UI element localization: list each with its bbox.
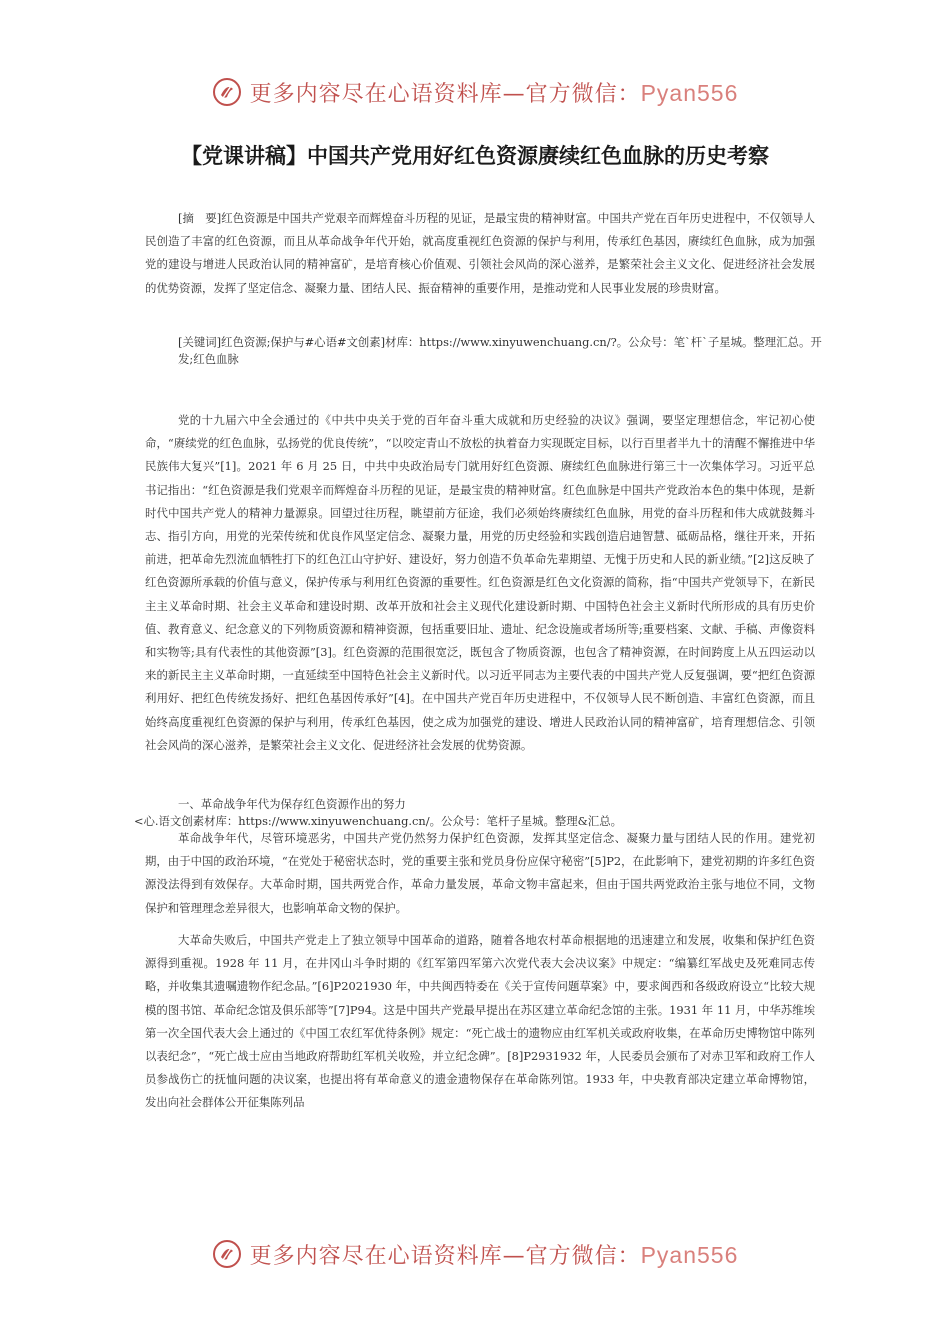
keywords: [关键词]红色资源;保护与#心语#文创素]材库：https://www.xinyuwenchuang.cn/?。公众号：笔`杆`子星城。整理汇总。开发;红色血脉 xyxy=(178,335,822,366)
logo-icon xyxy=(212,77,242,107)
banner-text-zh: 更多内容尽在心语资料库—官方微信： xyxy=(249,1243,641,1269)
banner-wechat-id: Pyan556 xyxy=(640,79,739,106)
abstract: [摘 要]红色资源是中国共产党艰辛而辉煌奋斗历程的见证，是最宝贵的精神财富。中国共产党在百年历史进程中，不仅领导人民创造了丰富的红色资源，而且从革命战争年代开始，就高度重视红色资源的保护与利用，传承红色基因，赓续红色血脉，成为加强党的建设与增进人民政治认同的精神富矿，是培育核心价值观、引领社会风尚的深⼼滋养，是繁荣社会主义文化、促进经济社会发展的优势资源，发挥了坚定信念、凝聚力量、团结人民、振奋精神的重要作用，是推动党和人民事业发展的珍贵财富。 xyxy=(145,211,815,295)
banner-wechat-id: Pyan556 xyxy=(640,1241,739,1268)
paragraph-2: 革命战争年代，尽管环境恶劣，中国共产党仍然努力保护红色资源，发挥其坚定信念、凝聚力量与团结人民的作用。建党初期，由于中国的政治环境，“在党处于秘密状态时，党的重要主张和党员身份应保守秘密”[5]P2，在此影响下，建党初期的许多红色资源没法得到有效保存。大革命时期，国共两党合作，革命力量发展，革命文物丰富起来，但由于国共两党政治主张与地位不同，文物保护和管理理念差异很大，也影响革命文物的保护。 xyxy=(145,831,815,915)
paragraph-1: 党的十九届六中全会通过的《中共中央关于党的百年奋斗重大成就和历史经验的决议》强调，要坚定理想信念，牢记初心使命，“赓续党的红色血脉，弘扬党的优良传统”，“以咬定青山不放松的执着奋力实现既定目标，以行百里者半九十的清醒不懈推进中华民族伟大复兴”[1]。2021 年 6 月 25 日，中共中央政治局专门就用好红色资源、赓续红色血脉进行第三十一次集体学习。习近平总书记指出：“红色资源是我们党艰辛而辉煌奋斗历程的见证，是最宝贵的精神财富。红色血脉是中国共产党政治本色的集中体现，是新时代中国共产党人的精神力量源泉。回望过往历程，眺望前方征途，我们必须始终赓续红色血脉，用党的奋斗历程和伟大成就鼓舞斗志、指引方向，用党的光荣传统和优良作风坚定信念、凝聚力量，用党的历史经验和实践创造启迪智慧、砥砺品格，继往开来，开拓前进，把革命先烈流血牺牲打下的红色江山守护好、建设好，努力创造不负革命先辈期望、无愧于历史和人民的新业绩。”[2]这反映了红色资源所承载的价值与意义，保护传承与利用红色资源的重要性。红色资源是红色文化资源的简称，指“中国共产党领导下，在新民主主义革命时期、社会主义革命和建设时期、改革开放和社会主义现代化建设新时期、中国特色社会主义新时代所形成的具有历史价值、教育意义、纪念意义的下列物质资源和精神资源，包括重要旧址、遗址、纪念设施或者场所等;重要档案、文献、手稿、声像资料和实物等;具有代表性的其他资源”[3]。红色资源的范围很宽泛，既包含了物质资源，也包含了精神资源，在时间跨度上从五四运动以来的新民主主义革命时期，一直延续至中国特色社会主义新时代。以习近平同志为主要代表的中国共产党人反复强调，要“把红色资源利用好、把红色传统发扬好、把红色基因传承好”[4]。在中国共产党百年历史进程中，不仅领导人民不断创造、丰富红色资源，而且始终高度重视红色资源的保护与利用，传承红色基因，使之成为加强党的建设、增进人民政治认同的精神富矿，培育理想信念、引领社会风尚的深⼼滋养，是繁荣社会主义文化、促进经济社会发展的优势资源。 xyxy=(145,413,815,752)
banner-text xyxy=(250,77,739,108)
banner-text-zh: 更多内容尽在心语资料库—官方微信： xyxy=(249,81,641,107)
banner-text xyxy=(250,1239,739,1270)
source-line: <心.语文创素材库：https://www.xinyuwenchuang.cn/。公众号：笔杆子星城。整理&汇总。 xyxy=(134,814,622,828)
section-heading: 一、革命战争年代为保存红色资源作出的努力 xyxy=(178,797,406,811)
header-banner xyxy=(0,70,950,114)
logo-icon xyxy=(212,1239,242,1269)
footer-banner xyxy=(0,1232,950,1276)
document-title: 【党课讲稿】中国共产党用好红色资源赓续红色血脉的历史考察 xyxy=(181,144,769,168)
paragraph-3: 大革命失败后，中国共产党走上了独立领导中国革命的道路，随着各地农村革命根据地的迅速建立和发展，收集和保护红色资源得到重视。1928 年 11 月，在井冈山斗争时期的《红军第四军第六次党代表大会决议案》中规定：“编纂红军战史及死难同志传略，并收集其遗嘱遗物作纪念品。”[6]P2021930 年，中共闽西特委在《关于宣传问题草案》中，要求闽西和各级政府设立“比较大规模的图书馆、革命纪念馆及俱乐部等”[7]P94。这是中国共产党最早提出在苏区建立革命纪念馆的主张。1931 年 11 月，中华苏维埃第一次全国代表大会上通过的《中国工农红军优待条例》规定：“死亡战士的遗物应由红军机关或政府收集，在革命历史博物馆中陈列以表纪念”，“死亡战士应由当地政府帮助红军机关收殓，并立纪念碑”。[8]P2931932 年，人民委员会颁布了对赤卫军和政府工作人员参战伤亡的抚恤问题的决议案，也提出将有革命意义的遗金遗物保存在革命陈列馆。1933 年，中央教育部决定建立革命博物馆，发出向社会群体公开征集陈列品 xyxy=(145,933,815,1110)
